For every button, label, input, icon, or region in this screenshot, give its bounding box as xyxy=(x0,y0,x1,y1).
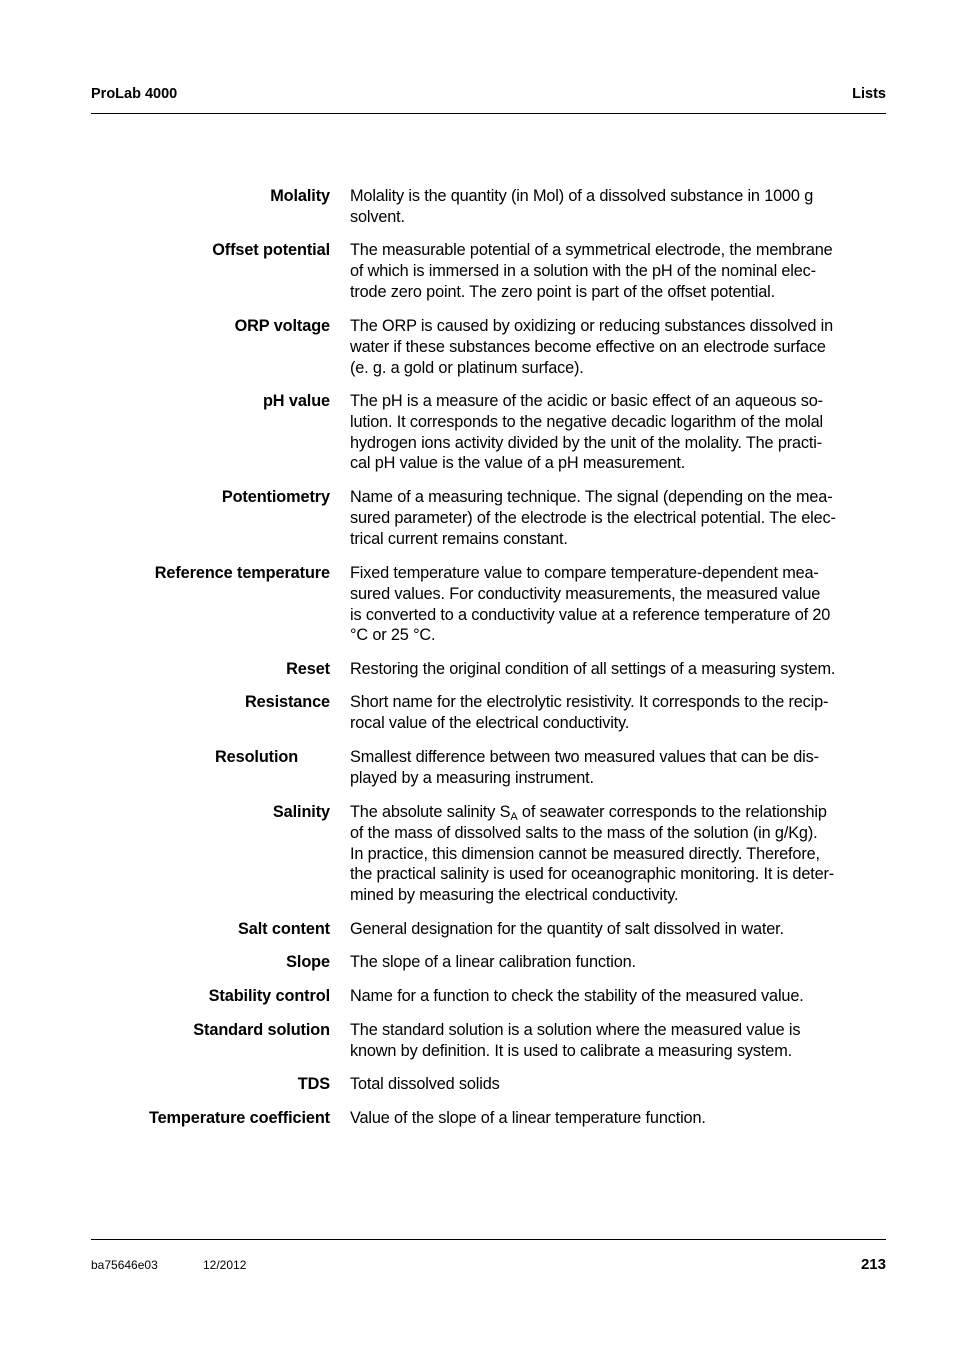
glossary-definition xyxy=(350,563,830,646)
footer-divider xyxy=(91,1239,886,1240)
glossary-definition xyxy=(350,919,784,940)
glossary-term: TDS xyxy=(297,1075,330,1093)
document-date: 12/2012 xyxy=(203,1258,247,1272)
definition-text: The absolute salinity S xyxy=(350,803,511,821)
glossary-term: Slope xyxy=(286,953,330,971)
definition-line: Fixed temperature value to compare temperature-dependent mea- xyxy=(350,564,819,582)
document-code: ba75646e03 xyxy=(91,1258,158,1272)
definition-line: known by definition. It is used to calibrate a measuring system. xyxy=(350,1041,792,1060)
glossary-definition xyxy=(350,747,819,789)
definition-line: the practical salinity is used for oceanographic monitoring. It is deter- xyxy=(350,865,835,884)
definition-line: trical current remains constant. xyxy=(350,529,568,548)
glossary-term: Resistance xyxy=(245,693,330,711)
definition-line: water if these substances become effective on an electrode surface xyxy=(350,337,826,356)
glossary-definition xyxy=(350,1074,500,1095)
header-divider xyxy=(91,113,886,114)
definition-line: Short name for the electrolytic resistivity. It corresponds to the recip- xyxy=(350,693,829,711)
glossary-definition xyxy=(350,802,834,906)
glossary-definition xyxy=(350,952,636,973)
definition-line xyxy=(350,802,834,823)
definition-line: In practice, this dimension cannot be measured directly. Therefore, xyxy=(350,844,820,863)
glossary-definition xyxy=(350,316,833,378)
glossary-definition xyxy=(350,391,823,474)
definition-line: of which is immersed in a solution with the pH of the nominal elec- xyxy=(350,261,816,280)
glossary-term: Salinity xyxy=(272,803,330,821)
definition-line: (e. g. a gold or platinum surface). xyxy=(350,358,584,377)
glossary-definition xyxy=(350,692,828,734)
glossary-definition xyxy=(350,986,804,1007)
definition-line: The pH is a measure of the acidic or basic effect of an aqueous so- xyxy=(350,392,823,410)
subscript: A xyxy=(510,811,518,823)
glossary-definition xyxy=(350,487,836,549)
glossary-term: ORP voltage xyxy=(234,317,330,335)
glossary-term: Stability control xyxy=(208,987,330,1005)
definition-line: Smallest difference between two measured values that can be dis- xyxy=(350,748,819,766)
glossary-term: Potentiometry xyxy=(221,488,330,506)
definition-line: Total dissolved solids xyxy=(350,1075,500,1093)
glossary-term: Standard solution xyxy=(193,1021,330,1039)
definition-line: played by a measuring instrument. xyxy=(350,768,594,787)
definition-line: The standard solution is a solution where the measured value is xyxy=(350,1021,801,1039)
definition-line: sured values. For conductivity measurements, the measured value xyxy=(350,584,821,603)
definition-line: Molality is the quantity (in Mol) of a dissolved substance in 1000 g xyxy=(350,187,814,205)
glossary-term: Reference temperature xyxy=(154,564,330,582)
glossary-definition xyxy=(350,240,833,302)
definition-line: Value of the slope of a linear temperature function. xyxy=(350,1109,706,1127)
glossary-term: Reset xyxy=(286,660,330,678)
definition-line: The slope of a linear calibration function. xyxy=(350,953,636,971)
definition-line: General designation for the quantity of salt dissolved in water. xyxy=(350,920,784,938)
definition-line: lution. It corresponds to the negative decadic logarithm of the molal xyxy=(350,412,823,431)
definition-line: sured parameter) of the electrode is the electrical potential. The elec- xyxy=(350,508,836,527)
glossary-definition xyxy=(350,1020,800,1062)
definition-line: Name for a function to check the stability of the measured value. xyxy=(350,987,804,1005)
glossary-term: pH value xyxy=(262,392,330,410)
section-title: Lists xyxy=(852,86,886,102)
definition-line: Name of a measuring technique. The signal (depending on the mea- xyxy=(350,488,833,506)
definition-line: The measurable potential of a symmetrical electrode, the membrane xyxy=(350,241,833,259)
document-title: ProLab 4000 xyxy=(91,86,178,102)
glossary-term: Salt content xyxy=(238,920,330,938)
definition-line: The ORP is caused by oxidizing or reducing substances dissolved in xyxy=(350,317,834,335)
definition-text: of seawater corresponds to the relationship xyxy=(517,803,827,821)
page-number: 213 xyxy=(860,1256,886,1273)
definition-line: cal pH value is the value of a pH measurement. xyxy=(350,454,686,473)
definition-line: Restoring the original condition of all settings of a measuring system. xyxy=(350,660,836,678)
glossary-definition xyxy=(350,1108,706,1129)
glossary-term: Molality xyxy=(270,187,330,205)
glossary-definition xyxy=(350,659,835,680)
definition-line: solvent. xyxy=(350,207,405,226)
definition-line: trode zero point. The zero point is part of the offset potential. xyxy=(350,282,775,301)
definition-line: of the mass of dissolved salts to the mass of the solution (in g/Kg). xyxy=(350,823,818,842)
definition-line: mined by measuring the electrical conductivity. xyxy=(350,886,679,905)
glossary-term: Offset potential xyxy=(212,241,330,259)
glossary-definition xyxy=(350,186,813,228)
definition-line: °C or 25 °C. xyxy=(350,626,436,645)
glossary-term: Resolution xyxy=(215,748,299,766)
glossary-term: Temperature coefficient xyxy=(148,1109,330,1127)
definition-line: hydrogen ions activity divided by the unit of the molality. The practi- xyxy=(350,433,823,452)
definition-line: rocal value of the electrical conductivity. xyxy=(350,713,630,732)
definition-line: is converted to a conductivity value at a reference temperature of 20 xyxy=(350,605,831,624)
